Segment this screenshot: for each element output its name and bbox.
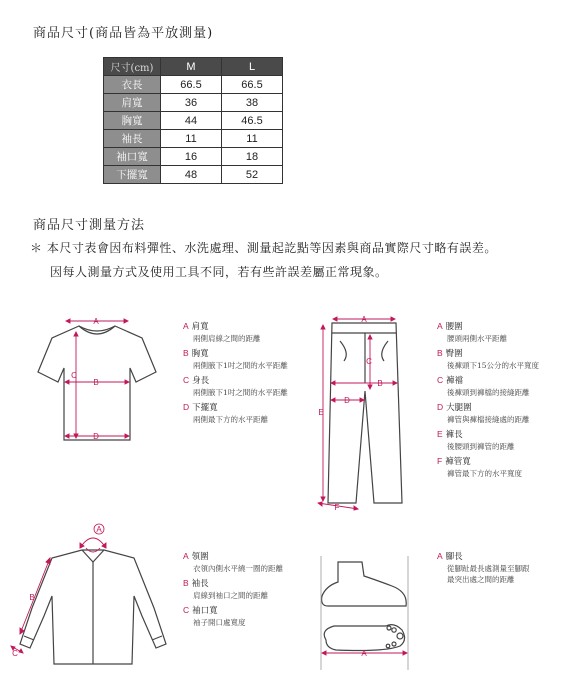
legend-item: D 大腿圍 褲管與褲檔接縫處的距離: [437, 402, 530, 424]
foot-legend: [437, 551, 530, 589]
foot-diagram: [316, 556, 412, 672]
shirt-legend: [183, 551, 283, 632]
legend-item: B 袖長 肩線到袖口之間的距離: [183, 578, 268, 600]
tshirt-label-b: B: [93, 378, 99, 387]
table-row: [104, 112, 283, 130]
tshirt-legend: [183, 321, 288, 429]
pants-label-a: A: [361, 315, 367, 324]
legend-item: B 胸寬 兩側腋下1吋之間的水平距離: [183, 348, 288, 370]
legend-item: C 袖口寬 袖子開口處寬度: [183, 605, 246, 627]
cell-value: 66.5: [222, 76, 283, 94]
note-line-1: ＊ 本尺寸表會因布料彈性、水洗處理、測量起訖點等因素與商品實際尺寸略有誤差。: [30, 241, 497, 255]
legend-item: A 肩寬 兩側肩線之間的距離: [183, 321, 261, 343]
cell-value: 36: [161, 94, 222, 112]
size-table-header: [104, 58, 283, 76]
cell-value: 66.5: [161, 76, 222, 94]
row-label: 衣長: [104, 76, 161, 94]
shirt-label-c: C: [12, 649, 18, 658]
pants-label-b: B: [377, 379, 383, 388]
cell-value: 11: [161, 130, 222, 148]
cell-value: 11: [222, 130, 283, 148]
legend-item: B 臀圍 後褲頭下15公分的水平寬度: [437, 348, 540, 370]
pants-label-f: F: [334, 503, 340, 512]
shirt-label-a: A: [96, 525, 102, 534]
cell-value: 48: [161, 166, 222, 184]
pants-diagram: [310, 313, 420, 513]
table-row: [104, 76, 283, 94]
legend-item: C 褲襠 後褲頭到褲檔的接縫距離: [437, 375, 530, 397]
size-table: [103, 57, 283, 184]
shirt-label-b: B: [29, 593, 35, 602]
size-header-l: L: [222, 58, 283, 76]
row-label: 肩寬: [104, 94, 161, 112]
cell-value: 18: [222, 148, 283, 166]
pants-legend: [437, 321, 539, 483]
tshirt-diagram: [32, 312, 162, 447]
table-row: [104, 166, 283, 184]
cell-value: 46.5: [222, 112, 283, 130]
tshirt-label-c: C: [71, 371, 77, 380]
table-row: [104, 148, 283, 166]
pants-label-e: E: [318, 408, 324, 417]
legend-item: C 身長 兩側腋下1吋之間的水平距離: [183, 375, 288, 397]
cell-value: 52: [222, 166, 283, 184]
legend-item: F 褲管寬 褲管最下方的水平寬度: [437, 456, 522, 478]
method-heading: 商品尺寸測量方法: [33, 218, 146, 233]
size-header-m: M: [161, 58, 222, 76]
row-label: 袖長: [104, 130, 161, 148]
row-label: 胸寬: [104, 112, 161, 130]
size-table-corner: 尺寸(cm): [104, 58, 161, 76]
shirt-diagram: [6, 518, 172, 668]
tshirt-label-d: D: [93, 432, 99, 441]
legend-item: A 腰圍 腰頭兩側水平距離: [437, 321, 507, 343]
row-label: 袖口寬: [104, 148, 161, 166]
cell-value: 38: [222, 94, 283, 112]
page-title: 商品尺寸(商品皆為平放測量): [33, 26, 214, 41]
table-row: [104, 94, 283, 112]
legend-item: A 腳長 從腳趾最長處測量至腳跟 最突出處之間的距離: [437, 551, 530, 584]
cell-value: 16: [161, 148, 222, 166]
cell-value: 44: [161, 112, 222, 130]
row-label: 下擺寬: [104, 166, 161, 184]
foot-label-a: A: [361, 649, 367, 658]
legend-item: A 領圍 衣領內側水平繞一圈的距離: [183, 551, 283, 573]
legend-item: D 下擺寬 兩側最下方的水平距離: [183, 402, 268, 424]
legend-item: E 褲長 後腰頭到褲管的距離: [437, 429, 515, 451]
table-row: [104, 130, 283, 148]
pants-label-d: D: [344, 396, 350, 405]
pants-label-c: C: [366, 357, 372, 366]
tshirt-label-a: A: [93, 317, 99, 326]
note-line-2: 因每人測量方式及使用工具不同，若有些許誤差屬正常現象。: [50, 265, 388, 279]
